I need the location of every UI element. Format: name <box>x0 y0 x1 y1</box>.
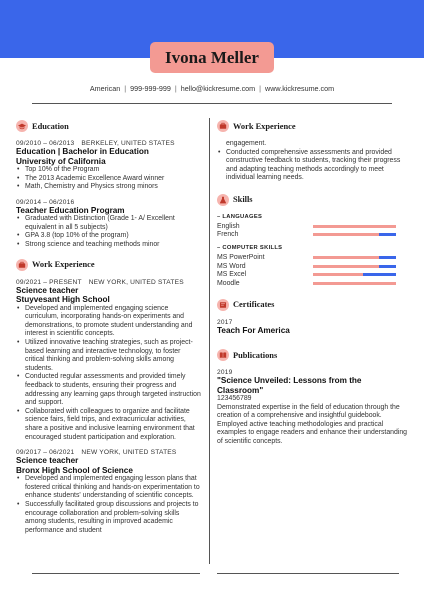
section-title: Work Experience <box>233 121 296 131</box>
list-item: • Strong science and teaching methods minor <box>16 241 201 250</box>
employer: Bronx High School of Science <box>16 465 133 475</box>
skill-name: English <box>217 222 240 230</box>
certificates-heading <box>217 297 407 313</box>
skill-name: French <box>217 231 239 239</box>
skill-bar <box>313 233 396 236</box>
graduation-cap-icon <box>16 120 28 132</box>
section-title: Work Experience <box>32 260 95 270</box>
skill-row <box>217 270 407 279</box>
list-item: • Utilized innovative teaching strategies, such as project-based learning and interactive technology, to foster critical thinking and problem-solving skills among students. <box>16 339 201 373</box>
job-title: Science teacher <box>16 285 79 295</box>
school: University of California <box>16 156 106 166</box>
certificate-entry <box>217 319 407 336</box>
work-heading <box>16 257 201 273</box>
skills-block <box>217 214 407 288</box>
publication-id: 123456789 <box>217 395 252 403</box>
contact-line <box>0 84 424 93</box>
list-item: • Conducted comprehensive assessments and provided constructive feedback to students, tracking their progress and adapting teaching methods accordingly to meet individual learning needs. <box>217 149 407 183</box>
section-title: Certificates <box>233 300 275 310</box>
top-divider <box>32 103 392 104</box>
continued-text: engagement. <box>226 140 267 147</box>
email-link[interactable]: hello@kickresume.com <box>180 84 256 93</box>
skills-heading <box>217 192 407 208</box>
publication-entry <box>217 369 407 447</box>
bullet-list <box>16 305 201 443</box>
publication-title: "Science Unveiled: Lessons from the Classroom" <box>217 376 362 395</box>
job-title: Science teacher <box>16 456 79 466</box>
employer: Stuyvesant High School <box>16 295 110 305</box>
skill-name: MS Excel <box>217 271 247 279</box>
list-item: • GPA 3.8 (top 10% of the program) <box>16 232 201 241</box>
computer-skills-label: – COMPUTER SKILLS <box>217 245 283 252</box>
entry-dates: 09/2014 – 06/2016 <box>16 198 75 206</box>
separator: | <box>259 84 262 93</box>
section-title: Education <box>32 121 69 131</box>
certificate-icon <box>217 299 229 311</box>
skill-name: MS Word <box>217 262 246 270</box>
skill-name: Moodle <box>217 279 240 287</box>
degree: Teacher Education Program <box>16 205 125 215</box>
bullet-list <box>16 166 201 192</box>
work-heading-continued <box>217 118 407 134</box>
list-item: • The 2013 Academic Excellence Award winner <box>16 175 201 184</box>
bullet-list <box>217 149 407 183</box>
list-item: • Developed and implemented engaging science curriculum, incorporating hands-on experiments and demonstrations, to promote student understanding and interest in scientific concepts. <box>16 305 201 339</box>
skill-row <box>217 231 407 240</box>
skill-row <box>217 262 407 271</box>
name-badge <box>150 42 274 73</box>
skill-bar <box>313 273 396 276</box>
entry-dates: 09/2010 – 06/2013 BERKELEY, UNITED STATES <box>16 140 175 147</box>
flask-icon <box>217 194 229 206</box>
left-column <box>16 118 201 542</box>
separator: | <box>124 84 127 93</box>
skill-bar <box>313 256 396 259</box>
address: American <box>89 84 121 93</box>
work-entry <box>16 449 201 535</box>
right-column <box>217 118 407 454</box>
skill-bar <box>313 265 396 268</box>
list-item: • Math, Chemistry and Physics strong minors <box>16 183 201 192</box>
skill-name: MS PowerPoint <box>217 253 265 261</box>
certificate-name: Teach For America <box>217 325 290 335</box>
bottom-divider-right <box>217 573 399 574</box>
languages-label: – LANGUAGES <box>217 213 263 220</box>
skill-bar <box>313 225 396 228</box>
skill-row <box>217 279 407 288</box>
skill-bar <box>313 282 396 285</box>
column-divider <box>209 118 210 564</box>
education-heading <box>16 118 201 134</box>
briefcase-icon <box>217 120 229 132</box>
book-icon <box>217 349 229 361</box>
list-item: • Collaborated with colleagues to organize and facilitate science fairs, field trips, and extracurricular activities, share a positive and inclusive learning environment that encouraged student participation and exploration. <box>16 408 201 442</box>
bottom-divider-left <box>32 573 200 574</box>
publication-description: Demonstrated expertise in the field of education through the creation of a comprehensive and insightful guidebook. Employed active teaching methodologies and practical examples to engage readers and enhance their understanding of scientific concepts. <box>217 403 408 445</box>
candidate-name: Ivona Meller <box>165 47 259 67</box>
bullet-list <box>16 215 201 249</box>
education-entry <box>16 140 201 192</box>
section-title: Skills <box>233 195 253 205</box>
list-item: • Conducted regular assessments and provided timely feedback to students, ensuring their progress and addressing any learning gaps through targeted instruction and support. <box>16 373 201 407</box>
separator: | <box>174 84 177 93</box>
publication-year: 2019 <box>217 369 233 377</box>
phone: 999-999-999 <box>130 84 171 93</box>
entry-dates: 09/2021 – PRESENT NEW YORK, UNITED STATES <box>16 278 184 286</box>
bullet-list <box>16 475 201 535</box>
certificate-year: 2017 <box>217 318 233 326</box>
skill-row <box>217 222 407 231</box>
list-item: • Top 10% of the Program <box>16 166 201 175</box>
list-item: • Developed and implemented engaging lesson plans that fostered critical thinking and hands-on experimentation to enhance students' understanding of scientific concepts. <box>16 475 201 501</box>
briefcase-icon <box>16 259 28 271</box>
skill-row <box>217 253 407 262</box>
publications-heading <box>217 347 407 363</box>
entry-dates: 09/2017 – 06/2021 NEW YORK, UNITED STATES <box>16 449 177 457</box>
work-entry-continued <box>217 140 407 183</box>
list-item: • Successfully facilitated group discussions and projects to encourage collaboration and problem-solving skills among students, resulting in improved academic performance and student <box>16 501 201 535</box>
website-link[interactable]: www.kickresume.com <box>265 84 335 93</box>
degree: Education | Bachelor in Education <box>16 147 149 156</box>
list-item: • Graduated with Distinction (Grade 1- A/ Excellent equivalent in all 5 subjects) <box>16 215 201 232</box>
work-entry <box>16 279 201 443</box>
education-entry <box>16 199 201 250</box>
section-title: Publications <box>233 350 278 360</box>
